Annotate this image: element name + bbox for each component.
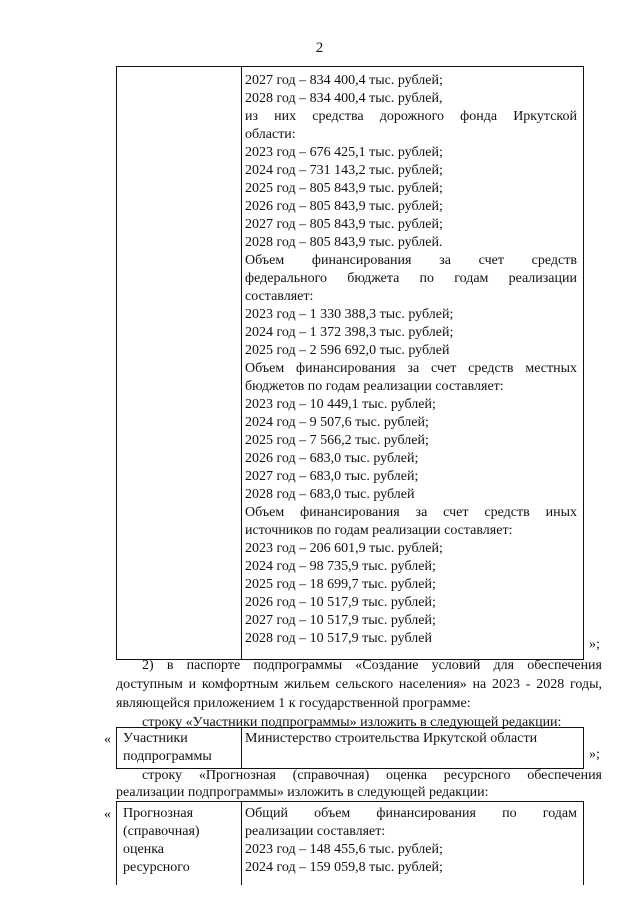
funding-line: источников по годам реализации составляет: [245,523,513,538]
funding-line: Объем финансирования за счет средств местных [245,361,577,376]
table-left-cell [123,805,237,877]
funding-line: 2023 год – 206 601,9 тыс. рублей; [245,541,443,556]
table-right-cell [245,730,577,748]
funding-line: области: [245,127,296,142]
funding-line: 2026 год – 805 843,9 тыс. рублей; [245,199,443,214]
table-column-divider [241,802,242,885]
forecast-label: ресурсного [123,860,190,875]
table-column-divider [241,728,242,768]
funding-line: бюджетов по годам реализации составляет: [245,379,504,394]
funding-line: 2025 год – 7 566,2 тыс. рублей; [245,433,429,448]
forecast-label: Прогнозная [123,806,194,821]
paragraph-forecast-cont: реализации подпрограммы» изложить в следующей редакции: [116,785,489,800]
forecast-line: реализации составляет: [245,824,386,839]
funding-line: 2027 год – 10 517,9 тыс. рублей; [245,613,436,628]
funding-line: Объем финансирования за счет средств иных [245,505,577,520]
page-number: 2 [315,40,324,56]
funding-line: 2023 год – 1 330 388,3 тыс. рублей; [245,307,454,322]
funding-line: 2028 год – 805 843,9 тыс. рублей. [245,235,443,250]
funding-line: 2025 год – 18 699,7 тыс. рублей; [245,577,436,592]
participants-value: Министерство строительства Иркутской области [245,731,538,746]
funding-line: федерального бюджета по годам реализации [245,271,577,286]
forecast-label: оценка [123,842,165,857]
funding-line: 2024 год – 9 507,6 тыс. рублей; [245,415,429,430]
table-participants [116,727,584,769]
funding-line: 2026 год – 10 517,9 тыс. рублей; [245,595,436,610]
table-continuation [116,66,584,660]
table-right-cell [245,805,577,877]
funding-line: 2024 год – 1 372 398,3 тыс. рублей; [245,325,454,340]
funding-line: 2023 год – 676 425,1 тыс. рублей; [245,145,443,160]
quote-close-mark: »; [589,637,600,652]
funding-line: Объем финансирования за счет средств [245,253,577,268]
participants-label: подпрограммы [123,749,212,764]
funding-line: 2027 год – 834 400,4 тыс. рублей; [245,73,443,88]
funding-line: 2024 год – 98 735,9 тыс. рублей; [245,559,436,574]
table-column-divider [241,67,242,659]
funding-line: 2028 год – 834 400,4 тыс. рублей, [245,91,443,106]
quote-close-mark: »; [589,747,600,762]
funding-line: 2027 год – 683,0 тыс. рублей; [245,469,419,484]
funding-line: 2025 год – 2 596 692,0 тыс. рублей [245,343,450,358]
forecast-label: (справочная) [123,824,200,839]
funding-line: 2023 год – 10 449,1 тыс. рублей; [245,397,436,412]
forecast-line: 2023 год – 148 455,6 тыс. рублей; [245,842,443,857]
participants-label: Участники [123,731,188,746]
funding-line: 2028 год – 10 517,9 тыс. рублей [245,631,432,646]
table-left-cell [123,730,237,766]
table-right-cell [245,72,577,648]
funding-line: составляет: [245,289,314,304]
funding-line: 2027 год – 805 843,9 тыс. рублей; [245,217,443,232]
funding-line: 2028 год – 683,0 тыс. рублей [245,487,415,502]
forecast-line: 2024 год – 159 059,8 тыс. рублей; [245,860,443,875]
paragraph-forecast: строку «Прогнозная (справочная) оценка ресурсного обеспечения [142,768,602,783]
paragraph-subprogram-intro-end: являющейся приложением 1 к государственной программе: [116,696,471,711]
table-forecast [116,801,584,885]
funding-line: из них средства дорожного фонда Иркутской [245,109,577,124]
forecast-line: Общий объем финансирования по годам [245,806,577,821]
paragraph-subprogram-intro-cont: доступным и комфортным жильем сельского населения» на 2023 - 2028 годы, [116,677,602,692]
quote-open-mark: « [104,807,111,822]
quote-open-mark: « [104,732,111,747]
funding-line: 2026 год – 683,0 тыс. рублей; [245,451,419,466]
paragraph-subprogram-intro: 2) в паспорте подпрограммы «Создание условий для обеспечения [142,658,602,673]
funding-line: 2024 год – 731 143,2 тыс. рублей; [245,163,443,178]
funding-line: 2025 год – 805 843,9 тыс. рублей; [245,181,443,196]
paragraph-participants: строку «Участники подпрограммы» изложить в следующей редакции: [142,715,562,730]
